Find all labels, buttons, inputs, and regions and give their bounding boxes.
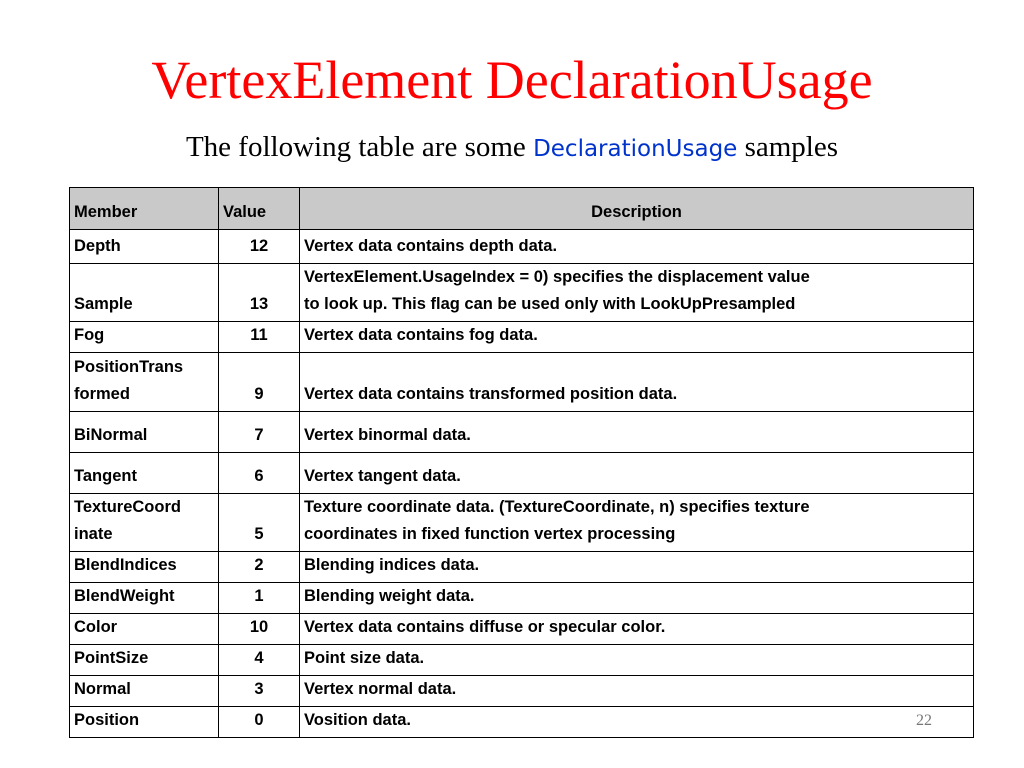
member-cell: PointSize (70, 645, 219, 676)
table-row (70, 322, 974, 353)
subtitle-code-word: DeclarationUsage (533, 136, 738, 162)
description-cell: Vosition data. (300, 707, 974, 738)
table-row (70, 453, 974, 494)
value-cell: 6 (219, 453, 300, 494)
value-cell: 2 (219, 552, 300, 583)
value-cell: 13 (219, 264, 300, 322)
member-cell: Color (70, 614, 219, 645)
description-cell: Vertex binormal data. (300, 412, 974, 453)
member-cell: TextureCoord inate (70, 494, 219, 552)
description-cell: Blending indices data. (300, 552, 974, 583)
page-number: 22 (916, 712, 932, 729)
value-cell: 11 (219, 322, 300, 353)
description-cell: Vertex data contains diffuse or specular color. (300, 614, 974, 645)
member-cell: Position (70, 707, 219, 738)
value-cell: 9 (219, 353, 300, 412)
table-header-row (70, 188, 974, 230)
table-row (70, 353, 974, 412)
table-row (70, 552, 974, 583)
table-row (70, 230, 974, 264)
table-row (70, 412, 974, 453)
member-cell: Depth (70, 230, 219, 264)
description-cell: Texture coordinate data. (TextureCoordinate, n) specifies texture coordinates in fixed function vertex processing (300, 494, 974, 552)
slide-title: VertexElement DeclarationUsage (151, 50, 873, 110)
description-cell: Vertex data contains fog data. (300, 322, 974, 353)
value-cell: 10 (219, 614, 300, 645)
table-row (70, 707, 974, 738)
description-cell: VertexElement.UsageIndex = 0) specifies the displacement value to look up. This flag can be used only with LookUpPresampled (300, 264, 974, 322)
value-cell: 3 (219, 676, 300, 707)
description-cell: Vertex data contains transformed position data. (300, 353, 974, 412)
header-member: Member (70, 188, 219, 230)
table-row (70, 494, 974, 552)
value-cell: 7 (219, 412, 300, 453)
subtitle-text-before: The following table are some (185, 131, 534, 163)
slide-subtitle (0, 128, 1024, 168)
header-value: Value (219, 188, 300, 230)
table-row (70, 583, 974, 614)
table-row (70, 614, 974, 645)
value-cell: 0 (219, 707, 300, 738)
table-row (70, 676, 974, 707)
member-cell: BlendIndices (70, 552, 219, 583)
header-description: Description (300, 188, 974, 230)
member-cell: Fog (70, 322, 219, 353)
table-row (70, 264, 974, 322)
member-cell: PositionTrans formed (70, 353, 219, 412)
member-cell: Tangent (70, 453, 219, 494)
value-cell: 5 (219, 494, 300, 552)
declaration-usage-table (69, 187, 974, 738)
member-cell: BiNormal (70, 412, 219, 453)
description-cell: Vertex normal data. (300, 676, 974, 707)
description-cell: Blending weight data. (300, 583, 974, 614)
member-cell: BlendWeight (70, 583, 219, 614)
member-cell: Normal (70, 676, 219, 707)
description-cell: Vertex data contains depth data. (300, 230, 974, 264)
value-cell: 12 (219, 230, 300, 264)
value-cell: 4 (219, 645, 300, 676)
description-cell: Vertex tangent data. (300, 453, 974, 494)
value-cell: 1 (219, 583, 300, 614)
description-cell: Point size data. (300, 645, 974, 676)
member-cell: Sample (70, 264, 219, 322)
subtitle-text-after: samples (737, 131, 839, 163)
table-row (70, 645, 974, 676)
